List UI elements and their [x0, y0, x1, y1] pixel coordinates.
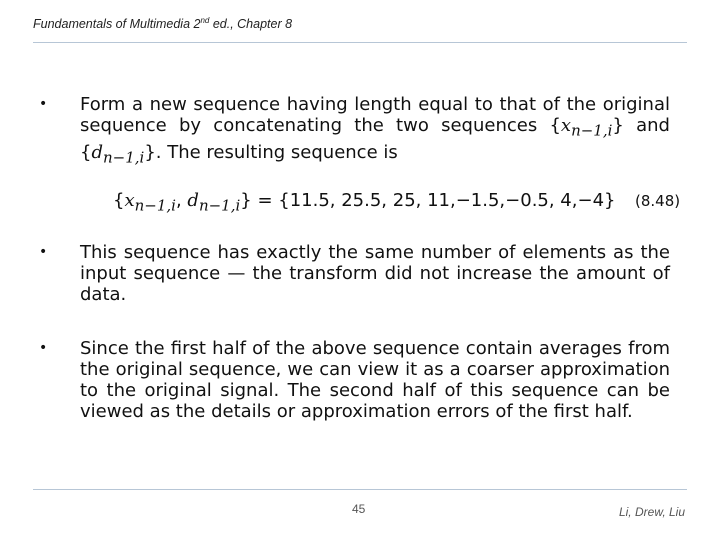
set-d-var: d [91, 141, 103, 163]
header-title-prefix: Fundamentals of Multimedia 2 [33, 17, 201, 32]
eq-var-d: d [187, 190, 199, 211]
set-x-close: } [612, 115, 624, 136]
eq-sep: , [175, 190, 188, 211]
slide-header [33, 16, 292, 31]
header-title-sup: nd [200, 16, 210, 25]
set-d-sub: n−1,i [102, 148, 145, 167]
bullet-1-and: and [623, 115, 670, 136]
bullet-3-marker: • [39, 340, 48, 356]
eq-sub-x: n−1,i [134, 196, 176, 215]
set-d-close: } [144, 141, 156, 163]
set-x-sub: n−1,i [571, 121, 613, 140]
bullet-1-body: Form a new sequence having length equal to that of the original sequence by concatenating the two sequences [80, 94, 670, 136]
eq-open: { [113, 190, 125, 211]
bullet-3-text: Since the first half of the above sequence contain averages from the original sequence, we can view it as a coarser approximation to the original signal. The second half of this sequence can be viewed as the details or approximation errors of the first half. [80, 338, 670, 422]
bullet-1-text [80, 94, 670, 168]
bullet-2-marker: • [39, 244, 48, 260]
header-divider [33, 42, 687, 43]
bullet-1-tail: . The resulting sequence is [155, 141, 398, 163]
set-d-open: { [80, 141, 92, 163]
eq-var-x: x [124, 190, 135, 211]
header-title-suffix: ed., Chapter 8 [209, 17, 293, 32]
eq-rhs: } = {11.5, 25.5, 25, 11,−1.5,−0.5, 4,−4} [240, 190, 616, 211]
bullet-2-text: This sequence has exactly the same number of elements as the input sequence — the transform did not increase the amount of data. [80, 242, 670, 305]
equation-8-48 [113, 190, 615, 217]
bullet-1-marker: • [39, 96, 48, 112]
footer-divider [33, 489, 687, 490]
set-x-var: x [560, 115, 572, 136]
footer-authors: Li, Drew, Liu [618, 505, 685, 519]
set-x-open: { [549, 115, 561, 136]
eq-sub-d: n−1,i [198, 196, 241, 215]
page-number: 45 [352, 502, 366, 516]
equation-number: (8.48) [635, 192, 681, 210]
